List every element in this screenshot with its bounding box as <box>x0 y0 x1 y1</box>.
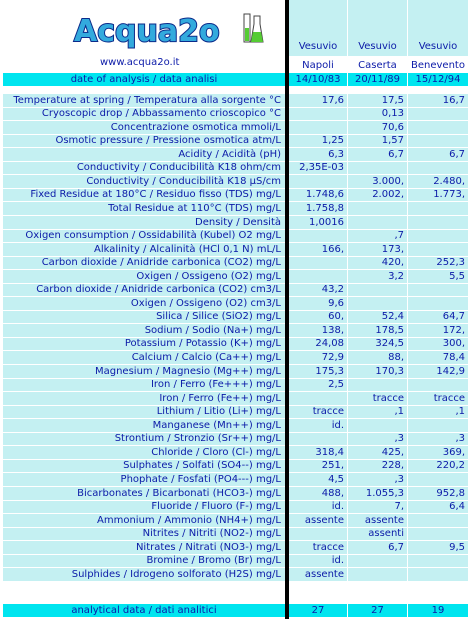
value-cell <box>289 392 347 405</box>
value-cell: 17,5 <box>348 94 407 107</box>
value-cell: 324,5 <box>348 338 407 350</box>
place-header-2: Caserta <box>348 59 407 72</box>
value-cell: 2,5 <box>289 379 347 391</box>
value-cell <box>408 528 468 540</box>
row-label: Density / Densità <box>3 216 285 229</box>
value-cell: 88, <box>348 351 407 364</box>
row-label: Conductivity / Conducibilità K18 ohm/cm <box>3 162 285 174</box>
count-cell-3: 19 <box>408 604 468 617</box>
value-cell: 5,5 <box>408 270 468 283</box>
value-cell: assente <box>289 568 347 581</box>
value-cell: id. <box>289 555 347 567</box>
value-cell: 1.773, <box>408 189 468 201</box>
row-label: Manganese (Mn++) mg/L <box>3 419 285 432</box>
date-cell-1: 14/10/83 <box>289 73 347 86</box>
value-cell: 9,5 <box>408 541 468 554</box>
value-cell <box>348 419 407 432</box>
value-cell <box>408 162 468 174</box>
value-cell <box>289 175 347 188</box>
value-cell: 7, <box>348 501 407 513</box>
value-cell <box>348 216 407 229</box>
value-cell <box>408 216 468 229</box>
row-label: Sulphides / Idrogeno solforato (H2S) mg/L <box>3 568 285 581</box>
value-cell: ,7 <box>348 230 407 242</box>
row-label: Potassium / Potassio (K+) mg/L <box>3 338 285 350</box>
value-cell: 0,13 <box>348 108 407 120</box>
value-cell <box>408 379 468 391</box>
count-cell-2: 27 <box>348 604 407 617</box>
value-cell: 1.748,6 <box>289 189 347 201</box>
row-label: Ammonium / Ammonio (NH4+) mg/L <box>3 514 285 527</box>
row-label: Chloride / Cloro (Cl-) mg/L <box>3 446 285 459</box>
place-header-3: Benevento <box>408 59 468 72</box>
row-label: Osmotic pressure / Pressione osmotica atm/L <box>3 135 285 147</box>
row-label: Iron / Ferro (Fe+++) mg/L <box>3 379 285 391</box>
row-label: Strontium / Stronzio (Sr++) mg/L <box>3 433 285 445</box>
logo-text: Acqua2o <box>74 14 220 49</box>
row-label: Total Residue at 110°C (TDS) mg/L <box>3 202 285 215</box>
value-cell: 2.480, <box>408 175 468 188</box>
value-cell: 1.758,8 <box>289 202 347 215</box>
row-label: Iron / Ferro (Fe++) mg/L <box>3 392 285 405</box>
value-cell <box>408 135 468 147</box>
brand-header-1: Vesuvio <box>289 0 347 56</box>
row-label: Magnesium / Magnesio (Mg++) mg/L <box>3 365 285 378</box>
value-cell: 72,9 <box>289 351 347 364</box>
value-cell <box>289 528 347 540</box>
value-cell: 318,4 <box>289 446 347 459</box>
date-cell-3: 15/12/94 <box>408 73 468 86</box>
row-label: Fluoride / Fluoro (F-) mg/L <box>3 501 285 513</box>
value-cell: 6,7 <box>408 148 468 161</box>
brand-header-2: Vesuvio <box>348 0 407 56</box>
value-cell: 175,3 <box>289 365 347 378</box>
row-label: Carbon dioxide / Anidride carbonica (CO2) mg/L <box>3 257 285 269</box>
value-cell <box>348 297 407 310</box>
flask-icon <box>242 12 264 46</box>
value-cell: ,3 <box>348 433 407 445</box>
value-cell: ,1 <box>408 406 468 418</box>
value-cell <box>408 108 468 120</box>
value-cell: 170,3 <box>348 365 407 378</box>
value-cell <box>348 568 407 581</box>
value-cell: 24,08 <box>289 338 347 350</box>
row-label: Bicarbonates / Bicarbonati (HCO3-) mg/L <box>3 487 285 500</box>
value-cell: 300, <box>408 338 468 350</box>
value-cell: 252,3 <box>408 257 468 269</box>
row-label: Bromine / Bromo (Br) mg/L <box>3 555 285 567</box>
value-cell: 1,57 <box>348 135 407 147</box>
value-cell: 6,7 <box>348 541 407 554</box>
value-cell: 17,6 <box>289 94 347 107</box>
value-cell: 1.055,3 <box>348 487 407 500</box>
value-cell <box>408 297 468 310</box>
row-label: Sulphates / Solfati (SO4--) mg/L <box>3 460 285 472</box>
value-cell: 64,7 <box>408 311 468 323</box>
value-cell <box>289 108 347 120</box>
value-cell: 178,5 <box>348 324 407 337</box>
value-cell: ,1 <box>348 406 407 418</box>
row-label: Carbon dioxide / Anidride carbonica (CO2) cm3/L <box>3 284 285 296</box>
value-cell: tracce <box>289 541 347 554</box>
value-cell: 6,3 <box>289 148 347 161</box>
value-cell: 220,2 <box>408 460 468 472</box>
value-cell: 6,7 <box>348 148 407 161</box>
value-cell: ,3 <box>408 433 468 445</box>
value-cell: tracce <box>289 406 347 418</box>
row-label: Fixed Residue at 180°C / Residuo fisso (TDS) mg/L <box>3 189 285 201</box>
value-cell: 16,7 <box>408 94 468 107</box>
value-cell: 3,2 <box>348 270 407 283</box>
row-label: Calcium / Calcio (Ca++) mg/L <box>3 351 285 364</box>
value-cell <box>408 568 468 581</box>
row-label: Oxigen / Ossigeno (O2) mg/L <box>3 270 285 283</box>
value-cell <box>408 514 468 527</box>
value-cell: tracce <box>408 392 468 405</box>
value-cell <box>408 473 468 486</box>
value-cell: 173, <box>348 243 407 256</box>
value-cell: 369, <box>408 446 468 459</box>
value-cell <box>289 257 347 269</box>
value-cell <box>348 284 407 296</box>
date-cell-2: 20/11/89 <box>348 73 407 86</box>
value-cell: assenti <box>348 528 407 540</box>
value-cell <box>408 555 468 567</box>
value-cell: 52,4 <box>348 311 407 323</box>
value-cell: 166, <box>289 243 347 256</box>
value-cell: 172, <box>408 324 468 337</box>
value-cell: 60, <box>289 311 347 323</box>
value-cell: 420, <box>348 257 407 269</box>
row-label: Nitrites / Nitriti (NO2-) mg/L <box>3 528 285 540</box>
value-cell <box>348 202 407 215</box>
value-cell <box>408 284 468 296</box>
value-cell: 1,0016 <box>289 216 347 229</box>
value-cell: id. <box>289 501 347 513</box>
value-cell <box>289 433 347 445</box>
value-cell: 251, <box>289 460 347 472</box>
value-cell: 952,8 <box>408 487 468 500</box>
value-cell: 2,35E-03 <box>289 162 347 174</box>
row-label: Nitrates / Nitrati (NO3-) mg/L <box>3 541 285 554</box>
value-cell <box>408 243 468 256</box>
brand-header-3: Vesuvio <box>408 0 468 56</box>
value-cell <box>408 230 468 242</box>
value-cell: 9,6 <box>289 297 347 310</box>
value-cell: ,3 <box>348 473 407 486</box>
website-link[interactable]: www.acqua2o.it <box>100 57 180 68</box>
footer-label: analytical data / dati analitici <box>3 604 285 617</box>
value-cell: 425, <box>348 446 407 459</box>
value-cell: 1,25 <box>289 135 347 147</box>
value-cell: 6,4 <box>408 501 468 513</box>
row-label: Oxigen / Ossigeno (O2) cm3/L <box>3 297 285 310</box>
value-cell: 70,6 <box>348 121 407 134</box>
value-cell: tracce <box>348 392 407 405</box>
value-cell: 488, <box>289 487 347 500</box>
value-cell: 138, <box>289 324 347 337</box>
value-cell <box>348 555 407 567</box>
value-cell <box>348 379 407 391</box>
acqua2o-logo <box>70 8 220 50</box>
row-label: Temperature at spring / Temperatura alla sorgente °C <box>3 94 285 107</box>
value-cell: id. <box>289 419 347 432</box>
value-cell <box>289 121 347 134</box>
value-cell: 228, <box>348 460 407 472</box>
row-label: Lithium / Litio (Li+) mg/L <box>3 406 285 418</box>
value-cell: 3.000, <box>348 175 407 188</box>
value-cell: 78,4 <box>408 351 468 364</box>
row-label: Concentrazione osmotica mmoli/L <box>3 121 285 134</box>
value-cell: 142,9 <box>408 365 468 378</box>
value-cell: assente <box>289 514 347 527</box>
row-label: Alkalinity / Alcalinità (HCl 0,1 N) mL/L <box>3 243 285 256</box>
value-cell <box>408 419 468 432</box>
value-cell: 2.002, <box>348 189 407 201</box>
value-cell: 43,2 <box>289 284 347 296</box>
count-cell-1: 27 <box>289 604 347 617</box>
value-cell <box>408 121 468 134</box>
date-label: date of analysis / data analisi <box>3 73 285 86</box>
value-cell: assente <box>348 514 407 527</box>
row-label: Conductivity / Conducibilità K18 µS/cm <box>3 175 285 188</box>
row-label: Sodium / Sodio (Na+) mg/L <box>3 324 285 337</box>
place-header-1: Napoli <box>289 59 347 72</box>
row-label: Oxigen consumption / Ossidabilità (Kubel) O2 mg/L <box>3 230 285 242</box>
value-cell: 4,5 <box>289 473 347 486</box>
row-label: Cryoscopic drop / Abbassamento crioscopico °C <box>3 108 285 120</box>
value-cell <box>289 230 347 242</box>
value-cell <box>408 202 468 215</box>
row-label: Acidity / Acidità (pH) <box>3 148 285 161</box>
row-label: Phophate / Fosfati (PO4---) mg/L <box>3 473 285 486</box>
value-cell <box>348 162 407 174</box>
row-label: Silica / Silice (SiO2) mg/L <box>3 311 285 323</box>
value-cell <box>289 270 347 283</box>
